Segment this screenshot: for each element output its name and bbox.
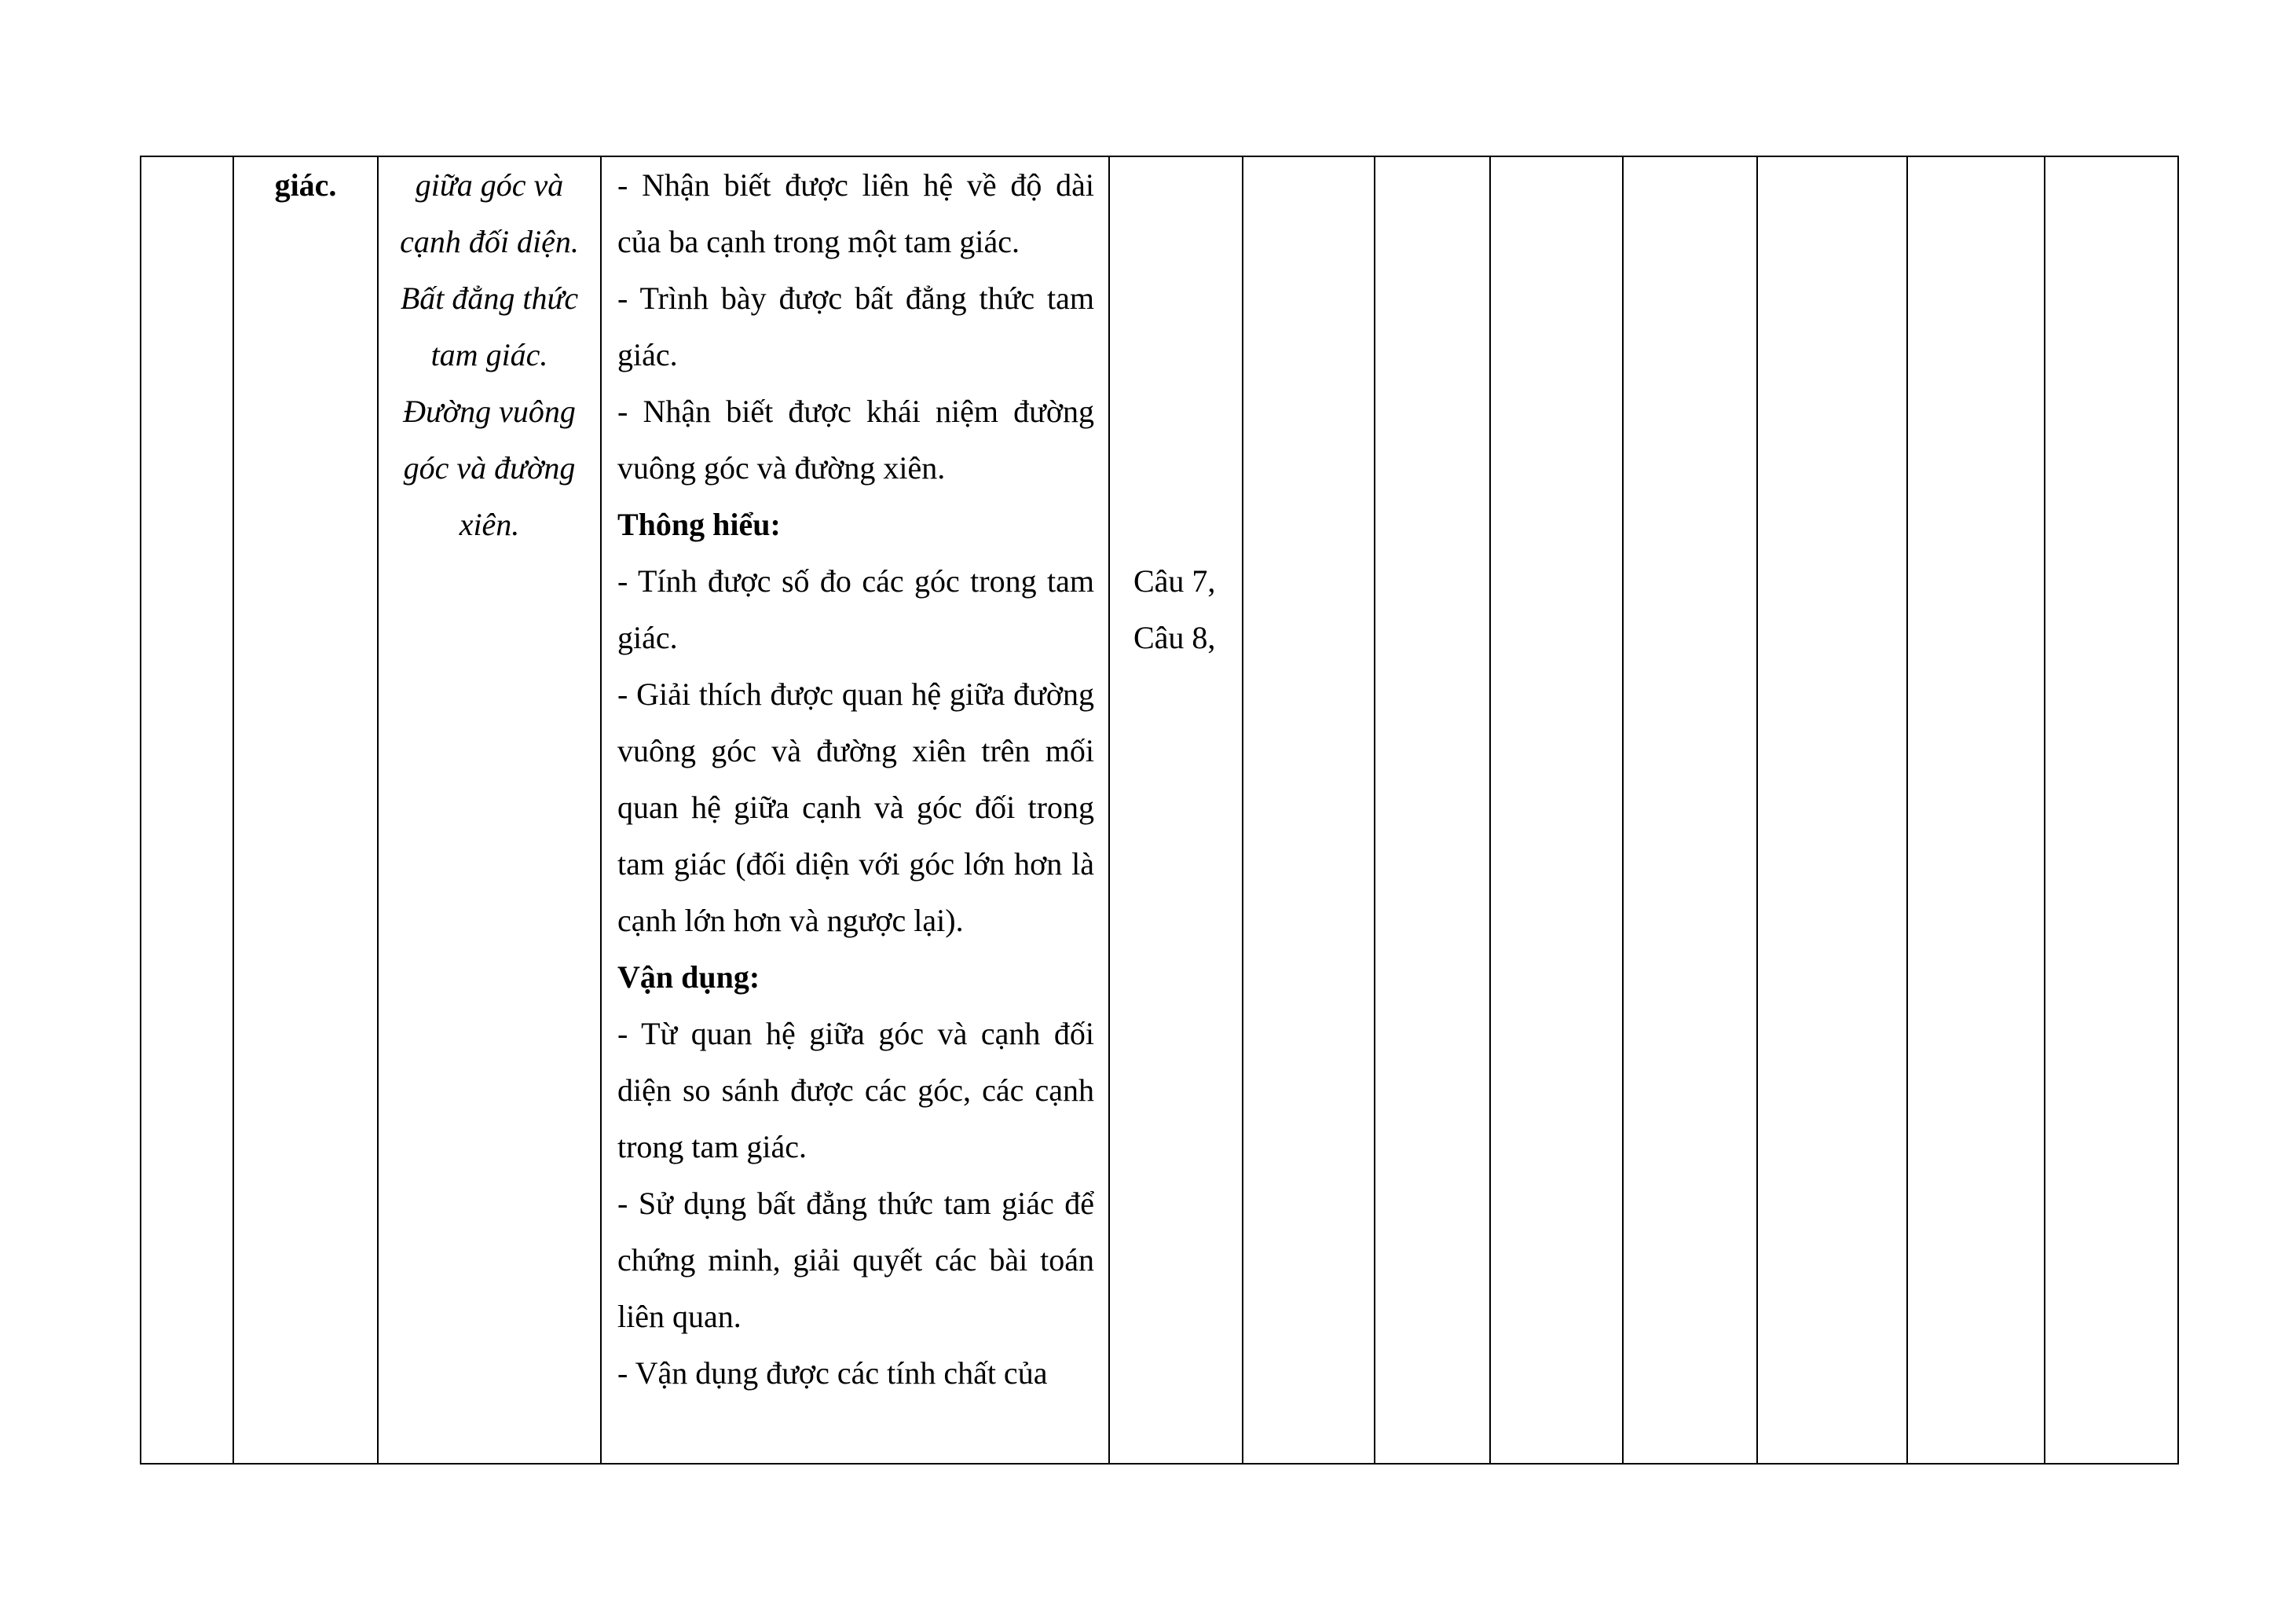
table-row (141, 156, 2178, 1464)
empty-cell-1 (1243, 156, 1375, 1464)
level-heading-application: Vận dụng: (617, 959, 760, 995)
question-ref-1: Câu 7, (1133, 563, 1216, 599)
matrix-table (140, 156, 2179, 1465)
requirement-item-8: - Vận dụng được các tính chất của (617, 1355, 1048, 1391)
cell-index (141, 156, 233, 1464)
empty-cell-6 (1907, 156, 2045, 1464)
topic-cell (233, 156, 378, 1464)
requirement-item-7: - Sử dụng bất đẳng thức tam giác để chứng minh, giải quyết các bài toán liên quan. (617, 1186, 1094, 1334)
level-heading-understanding: Thông hiểu: (617, 507, 781, 542)
topic-text: giác. (274, 167, 337, 203)
requirement-item-2: - Trình bày được bất đẳng thức tam giác. (617, 280, 1094, 372)
content-text: giữa góc và cạnh đối diện. Bất đẳng thức tam giác. Đường vuông góc và đường xiên. (400, 167, 579, 542)
questions-cell (1109, 156, 1243, 1464)
empty-cell-5 (1757, 156, 1907, 1464)
empty-cell-4 (1623, 156, 1757, 1464)
requirement-item-3: - Nhận biết được khái niệm đường vuông góc và đường xiên. (617, 394, 1094, 486)
content-cell (378, 156, 601, 1464)
requirement-item-6: - Từ quan hệ giữa góc và cạnh đối diện so sánh được các góc, các cạnh trong tam giác. (617, 1016, 1094, 1164)
requirements-cell (601, 156, 1109, 1464)
empty-cell-2 (1375, 156, 1490, 1464)
requirement-item-1: - Nhận biết được liên hệ về độ dài của ba cạnh trong một tam giác. (617, 167, 1094, 259)
empty-cell-3 (1490, 156, 1623, 1464)
requirement-item-5: - Giải thích được quan hệ giữa đường vuông góc và đường xiên trên mối quan hệ giữa cạnh và góc đối trong tam giác (đối diện với góc lớn hơn là cạnh lớn hơn và ngược lại). (617, 676, 1094, 938)
question-ref-2: Câu 8, (1133, 620, 1216, 655)
requirement-item-4: - Tính được số đo các góc trong tam giác. (617, 563, 1094, 655)
empty-cell-7 (2045, 156, 2178, 1464)
